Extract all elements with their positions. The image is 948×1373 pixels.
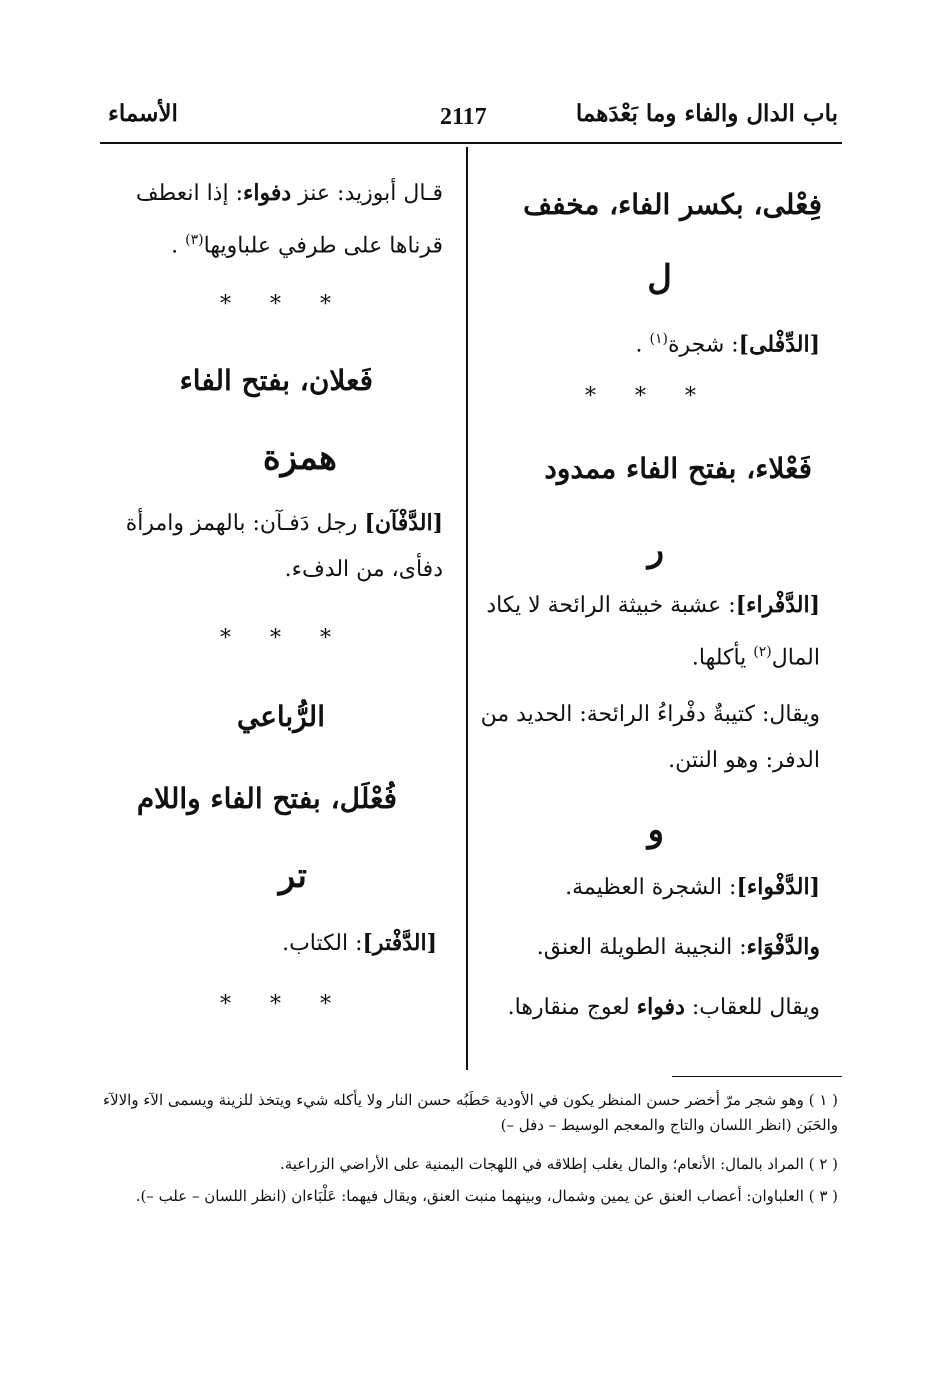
entry	[537, 924, 820, 971]
entry-text: : الشجرة العظيمة.	[565, 875, 737, 900]
entry-text: : النجيبة الطويلة العنق.	[536, 935, 747, 960]
root-letter: ر	[647, 530, 664, 570]
entry-text: : إذا انعطف قرناها على طرفي علباويها	[135, 181, 443, 259]
running-header-section: الأسماء	[108, 100, 178, 127]
footnote-ref: (٢)	[753, 644, 772, 660]
pattern-heading: فَعْلاء، بفتح الفاء ممدود	[544, 452, 812, 485]
section-separator: * * *	[220, 992, 347, 1017]
section-separator: * * *	[220, 292, 347, 317]
entry-headword: [الدَّفْتر]	[362, 930, 437, 956]
entry-headword: [الدَّفْراء]	[735, 592, 820, 618]
section-heading: الرُّباعي	[236, 700, 325, 733]
entry-end: .	[171, 233, 179, 259]
footnote: ( ٢ ) المراد بالمال: الأنعام؛ والمال يغلب إطلاقه في اللهجات اليمنية على الأراضي الزراعية.	[279, 1155, 838, 1173]
entry	[565, 864, 820, 911]
entry	[282, 920, 437, 967]
root-letter: و	[647, 810, 664, 850]
header-rule	[100, 142, 842, 144]
entry-headword: دفواء	[243, 180, 292, 206]
footnote: ( ١ ) وهو شجر مرّ أخضر حسن المنظر يكون في الأودية حَطَبُه حسن النار ولا يأكله شيء ويتخذ للزينة ويسمى الآء والالآء والحَبَن (انظر اللسان والتاج والمعجم الوسيط – دفل –)	[103, 1091, 838, 1134]
entry-text: ويقال للعقاب:	[691, 995, 820, 1020]
section-separator: * * *	[220, 626, 347, 651]
footnote: ( ٣ ) العلباوان: أعصاب العنق عن يمين وشمال، وبينهما منبت العنق، ويقال فيهما: عَلْبَاءان (انظر اللسان – علب –).	[135, 1187, 838, 1205]
pattern-heading: فُعْلَل، بفتح الفاء واللام	[136, 782, 397, 815]
entry-headword: والدَّفْوَاء	[746, 934, 820, 960]
entry-headword: [الدَّفْواء]	[736, 874, 820, 900]
running-header-chapter: باب الدال والفاء وما بَعْدَهما	[575, 100, 838, 127]
footnote-rule	[672, 1076, 842, 1077]
pattern-heading: فَعلان، بفتح الفاء	[179, 364, 373, 397]
page-number: 2117	[440, 104, 487, 130]
root-letter: تر	[278, 856, 307, 896]
footnote-ref: (١)	[649, 331, 668, 347]
root-letter: همزة	[262, 438, 337, 478]
entry	[103, 500, 443, 593]
column-divider	[466, 147, 468, 1070]
entry-end: يأكلها.	[691, 645, 747, 671]
entry-end: .	[635, 332, 643, 358]
entry: ويقال: كتيبةٌ دفْراءُ الرائحة: الحديد من الدفر: وهو النتن.	[480, 702, 820, 773]
entry	[103, 170, 443, 269]
entry-text: رجل دَفـآن: بالهمز وامرأة دفأى، من الدفء.	[125, 511, 443, 582]
entry-text: لعوج منقارها.	[507, 995, 630, 1020]
section-separator: * * *	[585, 384, 712, 409]
entry-headword: [الدَّفْآن]	[364, 510, 443, 536]
entry-text: : شجرة	[667, 332, 739, 358]
entry	[480, 582, 820, 681]
entry	[635, 316, 820, 368]
entry-text: : عشبة خبيثة الرائحة لا يكاد المال	[486, 593, 820, 671]
entry-text: قـال أبوزيد: عنز	[298, 181, 443, 206]
entry-headword: دفواء	[636, 994, 685, 1020]
entry-headword: [الدِّفْلى]	[738, 331, 820, 358]
pattern-heading: فِعْلى، بكسر الفاء، مخفف	[523, 188, 822, 221]
entry	[508, 984, 820, 1031]
entry-text: : الكتاب.	[282, 931, 363, 956]
footnote-ref: (٣)	[185, 232, 204, 248]
root-letter: ل	[647, 258, 672, 298]
